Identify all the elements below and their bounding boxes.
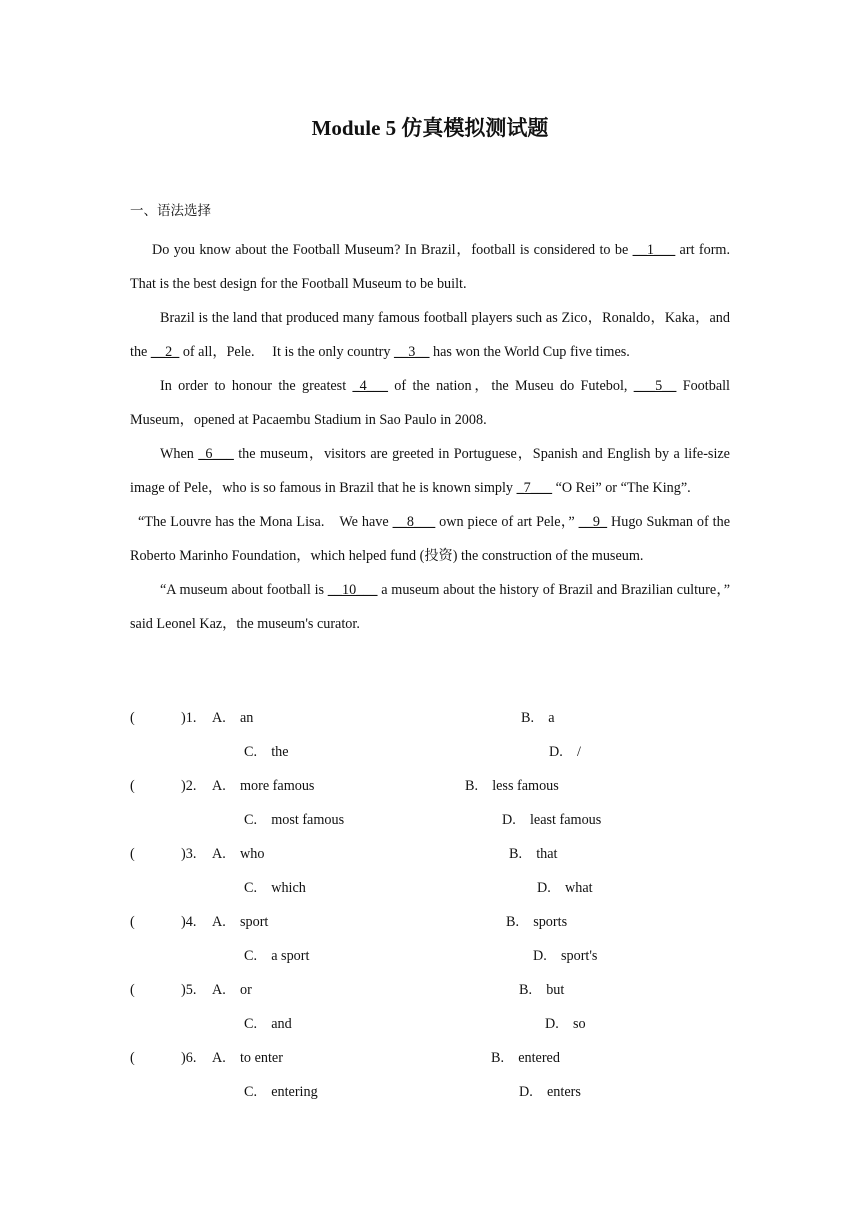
- passage-text: When: [160, 446, 199, 462]
- option-d: D. enters: [519, 1084, 581, 1100]
- reading-passage: [130, 233, 745, 641]
- answer-blank: __9_: [578, 514, 608, 530]
- question-row: [0, 905, 860, 939]
- option-b: B. sports: [506, 914, 568, 930]
- question-number: )3.: [181, 846, 197, 862]
- passage-paragraph: [130, 437, 730, 505]
- passage-text: art form. That is the best design for the Football Museum to be built.: [130, 242, 745, 292]
- option-a: A. to enter: [212, 1050, 283, 1066]
- question-row: [0, 1041, 860, 1075]
- option-c: C. a sport: [244, 948, 310, 964]
- option-d: D. /: [549, 744, 581, 760]
- question-number: )2.: [181, 778, 197, 794]
- option-d: D. least famous: [502, 812, 602, 828]
- passage-text: the museum，visitors are greeted in Portuguese，Spanish and English by a life-size image of Pele，who is so famous in Brazil that he is known simply: [130, 446, 730, 496]
- option-b: B. entered: [491, 1050, 560, 1066]
- passage-text: own piece of art Pele，”: [435, 514, 579, 530]
- answer-blank: __8___: [392, 514, 436, 530]
- passage-text: of all，Pele. It is the only country: [179, 344, 395, 360]
- question-row: [0, 735, 860, 769]
- option-d: D. what: [537, 880, 593, 896]
- option-a: A. or: [212, 982, 252, 998]
- answer-blank: __2_: [150, 344, 180, 360]
- passage-text: of the nation，the Museu do Futebol,: [387, 378, 634, 394]
- question-number: )1.: [181, 710, 197, 726]
- option-c: C. entering: [244, 1084, 318, 1100]
- question-row: [0, 1007, 860, 1041]
- question-row: [0, 973, 860, 1007]
- section-heading: 一、语法选择: [130, 203, 211, 219]
- answer-blank: _7___: [516, 480, 553, 496]
- answer-blank: __1___: [632, 242, 676, 258]
- option-d: D. so: [545, 1016, 586, 1032]
- answer-bracket[interactable]: (: [130, 710, 135, 726]
- passage-text: “The Louvre has the Mona Lisa. We have: [138, 514, 393, 530]
- question-row: [0, 803, 860, 837]
- option-c: C. most famous: [244, 812, 345, 828]
- passage-paragraph: [130, 573, 730, 641]
- question-row: [0, 701, 860, 735]
- answer-blank: _4___: [352, 378, 388, 394]
- question-row: [0, 1075, 860, 1109]
- answer-bracket[interactable]: (: [130, 778, 135, 794]
- passage-text: “A museum about football is: [160, 582, 328, 598]
- option-b: B. less famous: [465, 778, 559, 794]
- answer-blank: ___5__: [633, 378, 677, 394]
- question-row: [0, 769, 860, 803]
- question-row: [0, 939, 860, 973]
- answer-bracket[interactable]: (: [130, 846, 135, 862]
- answer-blank: __10___: [327, 582, 378, 598]
- option-b: B. that: [509, 846, 558, 862]
- option-a: A. more famous: [212, 778, 315, 794]
- passage-paragraph: [130, 505, 730, 573]
- passage-paragraph: [130, 233, 745, 301]
- passage-text: In order to honour the greatest: [160, 378, 353, 394]
- option-b: B. but: [519, 982, 565, 998]
- passage-text: Do you know about the Football Museum? In Brazil，football is considered to be: [152, 242, 633, 258]
- question-row: [0, 837, 860, 871]
- passage-text: Football Museum，opened at Pacaembu Stadium in Sao Paulo in 2008.: [130, 378, 730, 428]
- question-row: [0, 871, 860, 905]
- passage-text: a museum about the history of Brazil and Brazilian culture，” said Leonel Kaz，the museum's curator.: [130, 582, 730, 632]
- answer-bracket[interactable]: (: [130, 982, 135, 998]
- question-number: )4.: [181, 914, 197, 930]
- passage-text: has won the World Cup five times.: [429, 344, 630, 360]
- option-c: C. and: [244, 1016, 292, 1032]
- page-title: Module 5 仿真模拟测试题: [311, 116, 549, 140]
- answer-blank: _6___: [198, 446, 234, 462]
- option-a: A. who: [212, 846, 265, 862]
- option-d: D. sport's: [533, 948, 598, 964]
- passage-paragraph: [130, 301, 730, 369]
- answer-bracket[interactable]: (: [130, 914, 135, 930]
- option-a: A. sport: [212, 914, 269, 930]
- passage-paragraph: [130, 369, 730, 437]
- option-b: B. a: [521, 710, 555, 726]
- option-c: C. which: [244, 880, 306, 896]
- passage-text: “O Rei” or “The King”.: [552, 480, 691, 496]
- passage-text: Hugo Sukman of the Roberto Marinho Foundation，which helped fund (投资) the construction of the museum.: [130, 514, 731, 564]
- passage-text: Brazil is the land that produced many famous football players such as Zico，Ronaldo，Kaka，and the: [130, 310, 730, 360]
- answer-bracket[interactable]: (: [130, 1050, 135, 1066]
- question-number: )6.: [181, 1050, 197, 1066]
- question-number: )5.: [181, 982, 197, 998]
- option-c: C. the: [244, 744, 289, 760]
- answer-blank: __3__: [394, 344, 430, 360]
- option-a: A. an: [212, 710, 254, 726]
